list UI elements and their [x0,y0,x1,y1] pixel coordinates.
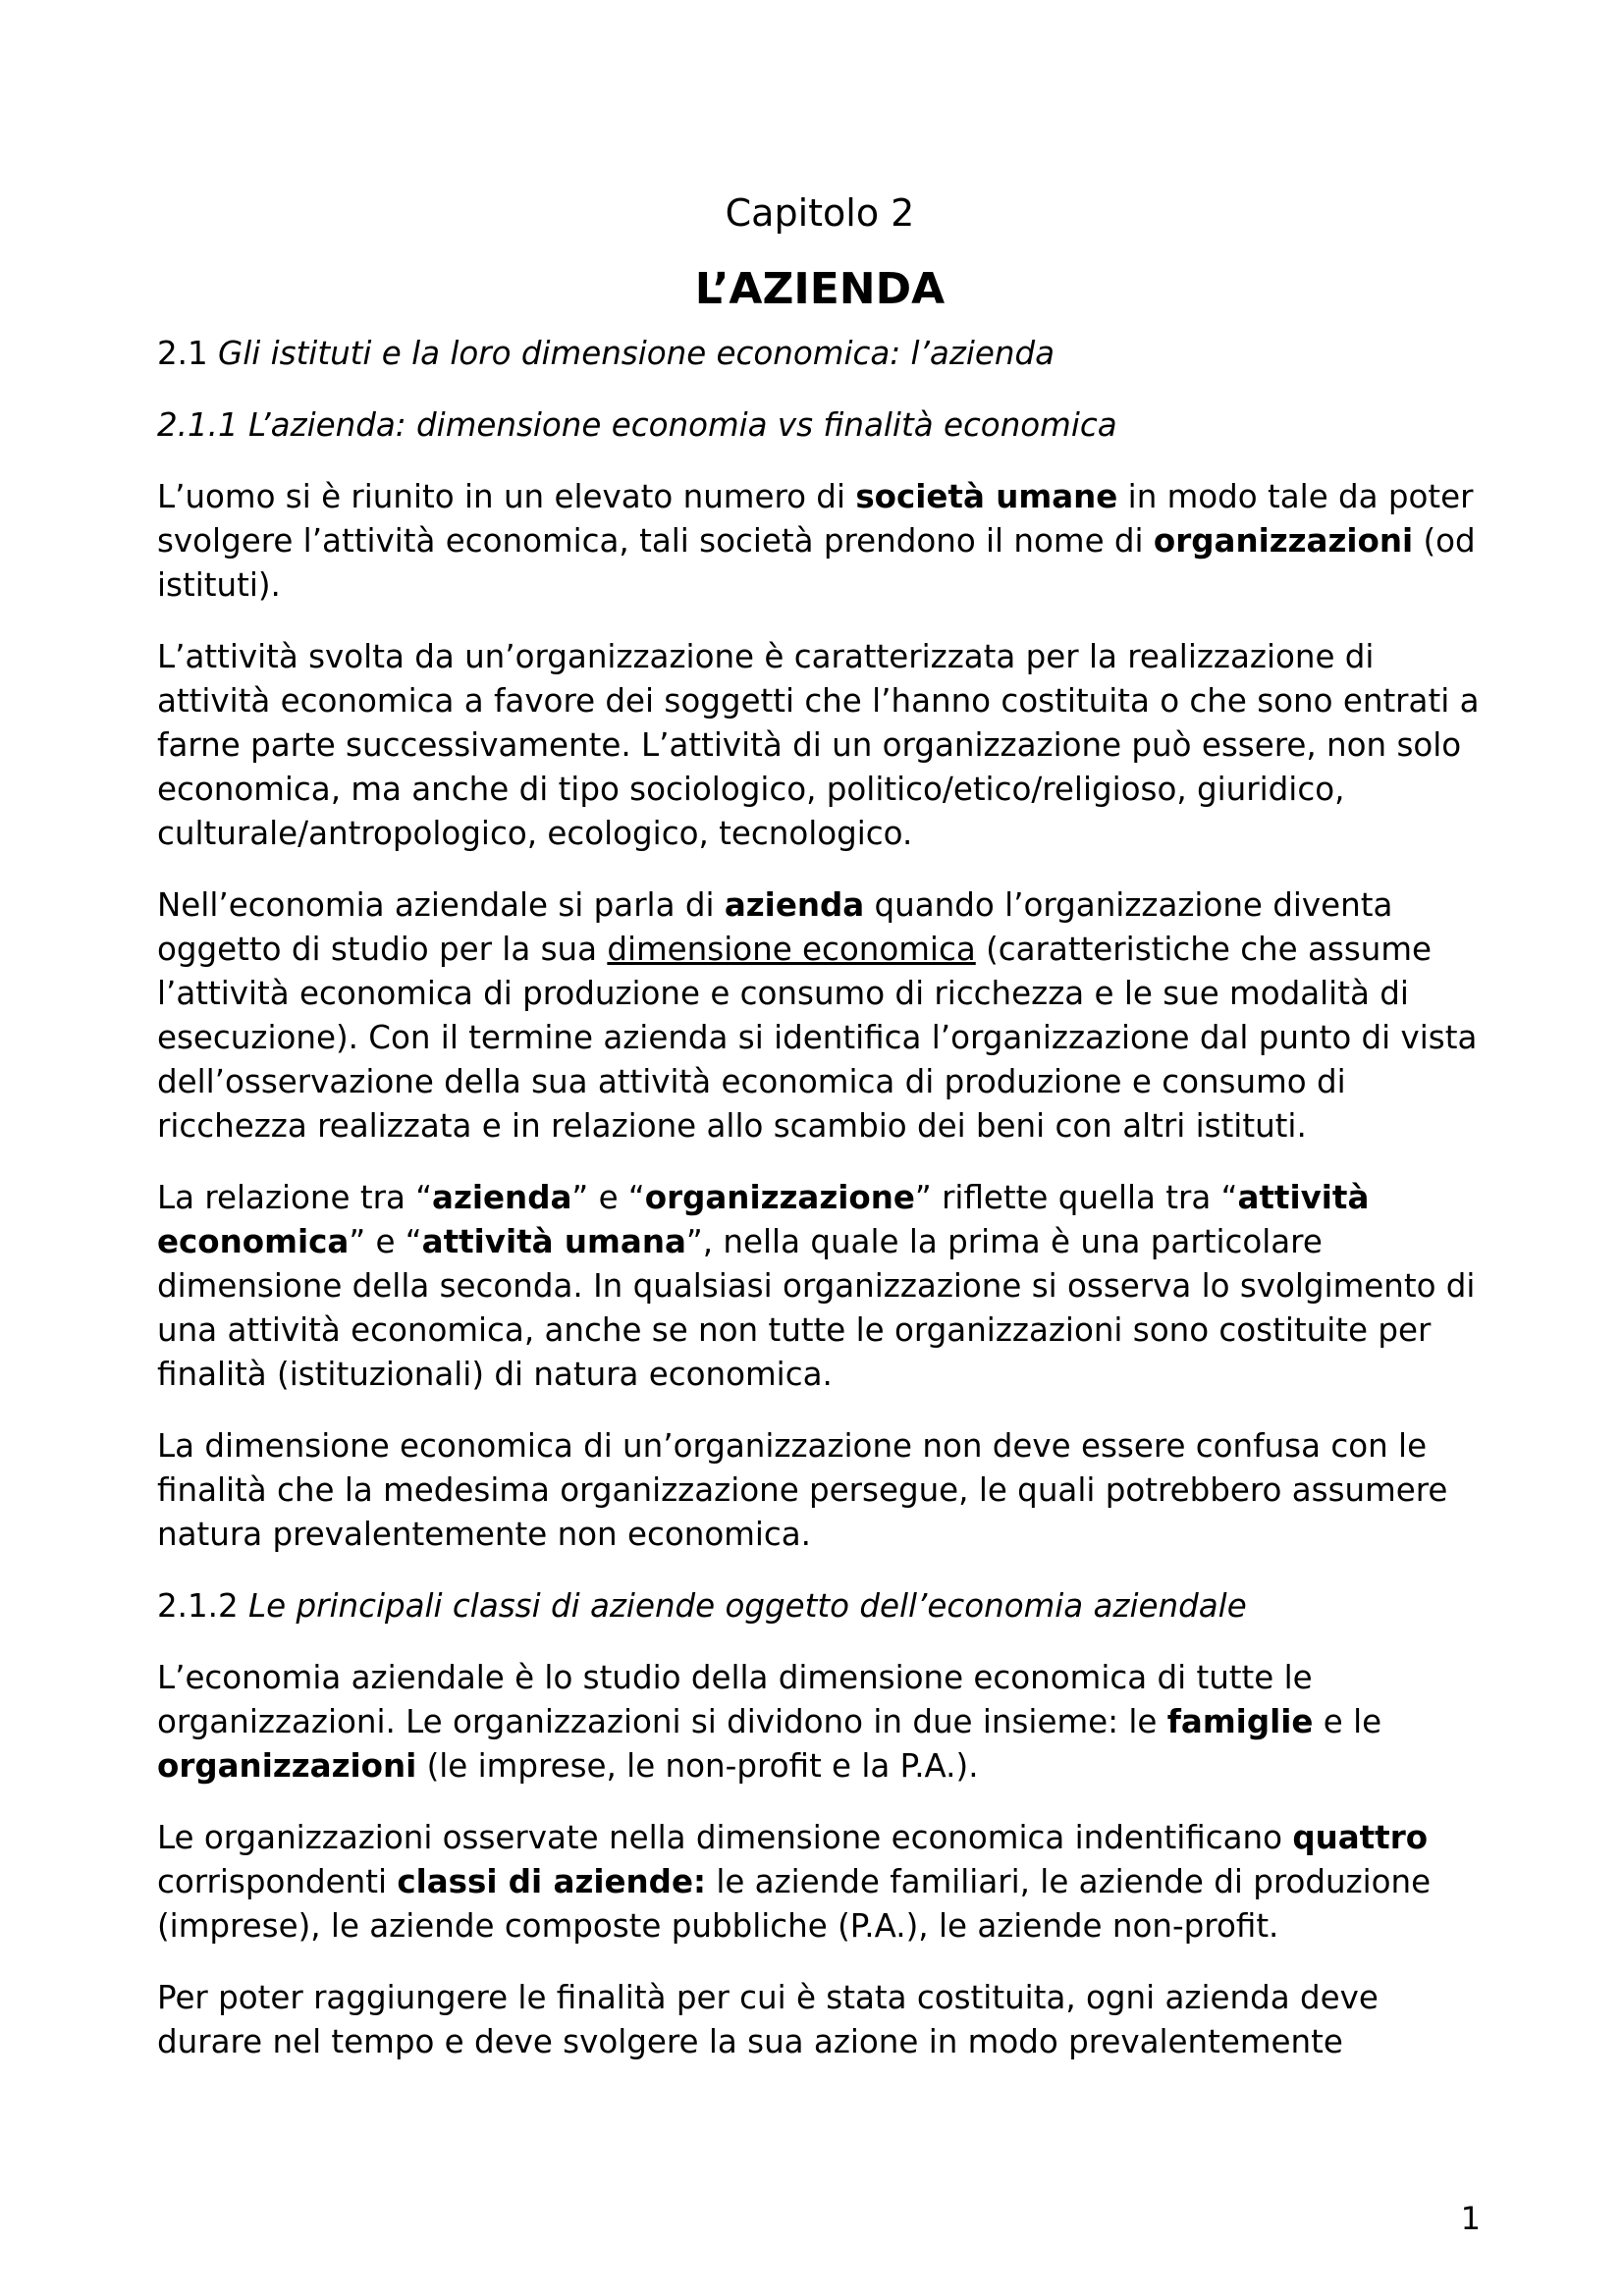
text-run: (le imprese, le non-profit e la P.A.). [416,1747,979,1785]
underlined-term: dimensione economica [607,931,976,968]
section-heading-2-1-2 [157,1584,1483,1629]
text-run: in modo tale da poter svolgere l’attività economica, tali società prendono il nome di [157,478,1474,560]
text-run: Nell’economia aziendale si parla di [157,886,725,924]
text-run: ” riflette quella tra “ [914,1179,1238,1216]
paragraph-5: La dimensione economica di un’organizzazione non deve essere confusa con le finalità che la medesima organizzazione persegue, le quali potrebbero assumere natura prevalentemente non economica. [157,1427,1448,1553]
text-run: e le [1313,1703,1382,1740]
text-run: L’uomo si è riunito in un elevato numero di [157,478,856,515]
page-content [157,187,1483,2092]
section-title: Gli istituti e la loro dimensione economica: l’azienda [218,335,1055,372]
bold-term: quattro [1292,1819,1429,1856]
text-run: ” e “ [571,1179,645,1216]
text-run: Le organizzazioni osservate nella dimensione economica indentificano [157,1819,1293,1856]
text-run: le aziende familiari, le aziende di produzione (imprese), le aziende composte pubbliche (P.A.), le aziende non-profit. [157,1863,1432,1945]
section-title: Le principali classi di aziende oggetto dell’economia aziendale [248,1587,1247,1625]
bold-term: azienda [432,1179,572,1216]
chapter-title: L’AZIENDA [694,264,946,314]
bold-term: società umane [855,478,1118,515]
paragraph-4 [157,1176,1483,1397]
bold-term: organizzazioni [157,1747,417,1785]
text-run: corrispondenti [157,1863,398,1900]
text-run: ” e “ [349,1223,422,1260]
paragraph-6 [157,1656,1483,1789]
bold-term: azienda [724,886,865,924]
paragraph-3 [157,883,1483,1148]
paragraph-1 [157,475,1483,608]
text-run: La relazione tra “ [157,1179,433,1216]
text-run: (od istituti). [157,522,1476,604]
section-number: 2.1.2 [157,1587,249,1625]
text-run: ”, nella quale la prima è una particolare dimensione della seconda. In qualsiasi organizzazione si osserva lo svolgimento di una attività economica, anche se non tutte le organizzazioni sono costituite per finalità (istituzionali) di natura economica. [157,1223,1476,1393]
page-number: 1 [1460,2200,1481,2237]
chapter-label: Capitolo 2 [725,191,915,235]
bold-term: famiglie [1166,1703,1314,1740]
bold-term: organizzazione [644,1179,915,1216]
text-run: L’economia aziendale è lo studio della dimensione economica di tutte le organizzazioni. Le organizzazioni si dividono in due insieme: le [157,1659,1313,1740]
bold-term: classi di aziende: [397,1863,706,1900]
bold-term: organizzazioni [1153,522,1414,560]
text-run: (caratteristiche che assume l’attività economica di produzione e consumo di ricchezza e le sue modalità di esecuzione). Con il termine azienda si identifica l’organizzazione dal punto di vista dell’osservazione della sua attività economica di produzione e consumo di ricchezza realizzata e in relazione allo scambio dei beni con altri istituti. [157,931,1478,1145]
bold-term: attività economica [157,1179,1370,1260]
paragraph-2: L’attività svolta da un’organizzazione è caratterizzata per la realizzazione di attività economica a favore dei soggetti che l’hanno costituita o che sono entrati a farne parte successivamente. L’attività di un organizzazione può essere, non solo economica, ma anche di tipo sociologico, politico/etico/religioso, giuridico, culturale/antropologico, ecologico, tecnologico. [157,638,1480,852]
bold-term: attività umana [421,1223,686,1260]
text-run: quando l’organizzazione diventa oggetto di studio per la sua [157,886,1393,968]
paragraph-7 [157,1816,1483,1949]
section-heading-2-1-1: 2.1.1 L’azienda: dimensione economia vs finalità economica [157,406,1117,444]
section-number: 2.1 [157,335,219,372]
section-heading-2-1 [157,332,1483,376]
paragraph-8: Per poter raggiungere le finalità per cui è stata costituita, ogni azienda deve durare nel tempo e deve svolgere la sua azione in modo prevalentemente [157,1979,1379,2060]
